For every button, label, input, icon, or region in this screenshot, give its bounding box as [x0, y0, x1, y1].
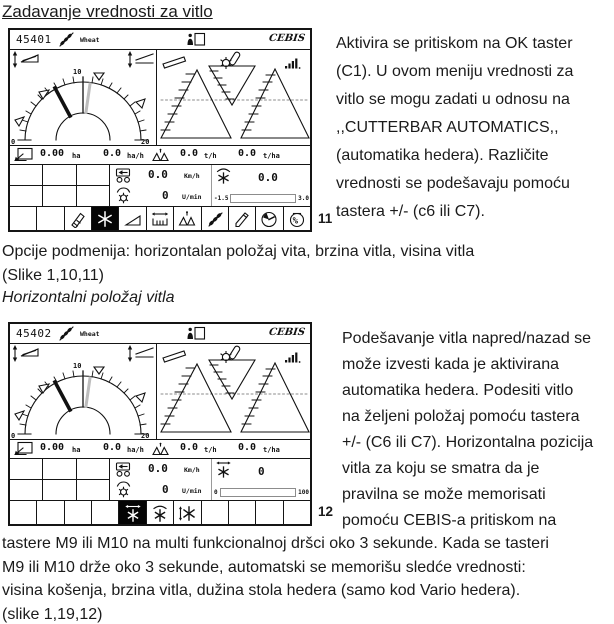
area-value: 0.00: [40, 442, 65, 453]
text-line: vitla za koju se smatra da je: [342, 460, 540, 477]
crop-name: Wheat: [80, 36, 100, 44]
softkey-ramp-angle: [119, 207, 146, 230]
grid-cell: [43, 165, 75, 185]
screen-header: [10, 30, 310, 50]
reel-gauge-panel: [10, 50, 157, 145]
paragraph-memory-buttons: [2, 532, 549, 624]
svg-text:%: %: [292, 215, 298, 226]
reel-bar-gauge: [214, 194, 309, 203]
softkey-reel-active: [92, 207, 119, 230]
scale-icon: [151, 148, 170, 163]
grid-cell: [10, 165, 42, 185]
bar-min-label: -1.5: [214, 195, 229, 202]
softkey-blank: [202, 501, 229, 524]
paragraph-horizontal-adjust: [342, 326, 593, 534]
grid-cell: [77, 459, 109, 479]
grid-cell: [10, 186, 42, 206]
rate-unit: ha/h: [127, 152, 144, 160]
softkey-cutterbar-width: [147, 207, 174, 230]
reel-bar-gauge: [214, 488, 309, 497]
area-unit: ha: [72, 152, 81, 160]
drive-panel: [110, 165, 210, 206]
softkey-blank: [92, 501, 119, 524]
reel-height-icon: [13, 345, 38, 362]
reel-gauge-panel: [10, 344, 157, 439]
softkey-speedometer: [256, 207, 283, 230]
ground-speed-icon: [113, 167, 134, 183]
bar-max-label: 3.0: [298, 195, 309, 202]
text-line: vrednosti se podešavaju pomoću: [336, 175, 570, 192]
grid-cell: [43, 480, 75, 500]
text-line: ,,CUTTERBAR AUTOMATICS,,: [336, 119, 559, 136]
bar-track: [230, 194, 296, 203]
reel-panel: [211, 459, 311, 500]
rate-value: 0.0: [103, 442, 122, 453]
table-icon: [163, 57, 186, 68]
text-line: (Slike 1,10,11): [2, 267, 104, 284]
metrics-row: [10, 146, 310, 165]
empty-grid: [10, 165, 110, 206]
empty-grid: [10, 459, 110, 500]
yield-area-unit: t/ha: [263, 446, 280, 454]
speed-unit: Km/h: [184, 172, 200, 180]
softkey-scale: [174, 207, 201, 230]
rate-value: 0.0: [103, 148, 122, 159]
text-line: pomoću CEBIS-a pritiskom na: [342, 512, 557, 529]
screen-main: [10, 344, 310, 440]
yield-value: 0.0: [180, 148, 199, 159]
reel-panel: [211, 165, 311, 206]
text-line: Podešavanje vitla napred/nazad se: [342, 330, 592, 347]
area-unit: ha: [72, 446, 81, 454]
separation-diagram: [157, 50, 310, 145]
yield-area-value: 0.0: [238, 148, 257, 159]
reel-speed-icon: [215, 167, 232, 184]
page-title: Zadavanje vrednosti za vitlo: [2, 2, 213, 21]
grid-cell: [10, 480, 42, 500]
gauge-left-label: 0: [11, 138, 16, 145]
softkey-blank: [284, 501, 310, 524]
lower-panel: [10, 459, 310, 501]
softkey-blank: [37, 501, 64, 524]
text-line: pravilna se može memorisati: [342, 486, 546, 503]
screen-main: [10, 50, 310, 146]
grid-cell: [43, 459, 75, 479]
softkey-blank: [10, 207, 37, 230]
softkey-blank: [256, 501, 283, 524]
ground-speed-icon: [113, 461, 134, 477]
screen-header: [10, 324, 310, 344]
cutting-angle-icon: [128, 345, 153, 362]
cutting-angle-icon: [128, 51, 153, 68]
area-icon: [13, 147, 34, 162]
softkey-pencil: [229, 207, 256, 230]
softkey-blank: [229, 501, 256, 524]
softkey-blank: [10, 501, 37, 524]
rotor-unit: U/min: [182, 193, 202, 201]
wheat-icon: [58, 326, 75, 341]
yield-area-value: 0.0: [238, 442, 257, 453]
crop-name: Wheat: [80, 330, 100, 338]
text-line: tastera +/- (c6 ili C7).: [336, 203, 485, 220]
rotor-value: 0: [162, 483, 169, 496]
cebis-screen-reel-horizontal: [8, 322, 312, 526]
reel-value: 0.0: [258, 171, 278, 184]
rotor-speed-icon: [115, 187, 132, 204]
cebis-logo: CEBIS: [268, 327, 306, 338]
text-line: na željeni položaj pomoću tastera: [342, 408, 580, 425]
softkey-reel-horizontal-active: [119, 501, 146, 524]
menu-code: 45401: [16, 33, 52, 46]
gauge-top-label: 10: [73, 68, 82, 76]
softkey-blank: [37, 207, 64, 230]
yield-unit: t/h: [204, 152, 217, 160]
softkey-toolbar: [10, 501, 310, 524]
text-line: Aktivira se pritiskom na OK taster: [336, 35, 573, 52]
grid-cell: [43, 186, 75, 206]
text-line: visina košenja, brzina vitla, dužina stola hedera (samo kod Vario hedera).: [2, 582, 521, 599]
area-value: 0.00: [40, 148, 65, 159]
text-line: automatika hedera. Podesiti vitlo: [342, 382, 574, 399]
softkey-reel-height: [174, 501, 201, 524]
rotor-unit: U/min: [182, 487, 202, 495]
speed-unit: Km/h: [184, 466, 200, 474]
speed-value: 0.0: [148, 168, 168, 181]
text-line: (C1). U ovom meniju vrednosti za: [336, 63, 574, 80]
text-line: (slike 1,19,12): [2, 605, 103, 623]
gauge-left-label: 0: [11, 432, 16, 439]
yield-value: 0.0: [180, 442, 199, 453]
rotor-speed-icon: [115, 481, 132, 498]
steps-icon: [285, 59, 301, 69]
scale-icon: [151, 442, 170, 457]
menu-code: 45402: [16, 327, 52, 340]
text-line: tastere M9 ili M10 na multi funkcionalnoj dršci oko 3 sekunde. Kada se tasteri: [2, 535, 549, 552]
wheat-icon: [58, 32, 75, 47]
bar-track: [220, 488, 297, 497]
lower-panel: [10, 165, 310, 207]
table-icon: [163, 351, 186, 362]
grid-cell: [77, 186, 109, 206]
text-line: može izvesti kada je aktivirana: [342, 356, 559, 373]
cebis-screen-reel-values: [8, 28, 312, 232]
crop-flow-panel: [157, 50, 310, 145]
text-line: (automatika hedera). Različite: [336, 147, 549, 164]
separation-diagram: [157, 344, 310, 439]
cebis-logo: CEBIS: [268, 33, 306, 44]
metrics-row: [10, 440, 310, 459]
crop-flow-panel: [157, 344, 310, 439]
gauge-right-label: 20: [141, 432, 150, 439]
yield-area-unit: t/ha: [263, 152, 280, 160]
softkey-moisture-percent: [284, 207, 310, 230]
grid-cell: [77, 480, 109, 500]
section-heading-horizontal-position: Horizontalni položaj vitla: [2, 289, 175, 306]
bar-min-label: 0: [214, 489, 218, 496]
steps-icon: [285, 353, 301, 363]
drive-panel: [110, 459, 210, 500]
yield-unit: t/h: [204, 446, 217, 454]
reel-value: 0: [258, 465, 265, 478]
paragraph-activation: [336, 30, 573, 226]
gauge-right-label: 20: [141, 138, 150, 145]
softkey-reel-speed: [147, 501, 174, 524]
driver-door-icon: [186, 32, 206, 47]
bar-max-label: 100: [298, 489, 309, 496]
softkey-crop-type: [202, 207, 229, 230]
text-line: M9 ili M10 drže oko 3 sekunde, automatski se memorišu sledće vrednosti:: [2, 558, 526, 576]
figure-number-11: 11: [318, 211, 333, 226]
text-line: vitlo se mogu zadati u odnosu na: [336, 91, 570, 108]
paragraph-submenu-options: [2, 240, 474, 288]
reel-position-gauge: [10, 344, 156, 439]
softkey-toolbar: [10, 207, 310, 230]
rate-unit: ha/h: [127, 446, 144, 454]
text-line: Opcije podmenija: horizontalan položaj vita, brzina vitla, visina vitla: [2, 243, 475, 260]
reel-horizontal-icon: [215, 461, 232, 478]
figure-number-12: 12: [318, 504, 334, 519]
rotor-value: 0: [162, 189, 169, 202]
grid-cell: [10, 459, 42, 479]
reel-height-icon: [13, 51, 38, 68]
driver-door-icon: [186, 326, 206, 341]
text-line: +/- (C6 ili C7). Horizontalna pozicija: [342, 434, 594, 451]
reel-position-gauge: [10, 50, 156, 145]
softkey-blank: [65, 501, 92, 524]
speed-value: 0.0: [148, 462, 168, 475]
gauge-top-label: 10: [73, 362, 82, 370]
area-icon: [13, 441, 34, 456]
grid-cell: [77, 165, 109, 185]
softkey-chopper-knife: [65, 207, 92, 230]
